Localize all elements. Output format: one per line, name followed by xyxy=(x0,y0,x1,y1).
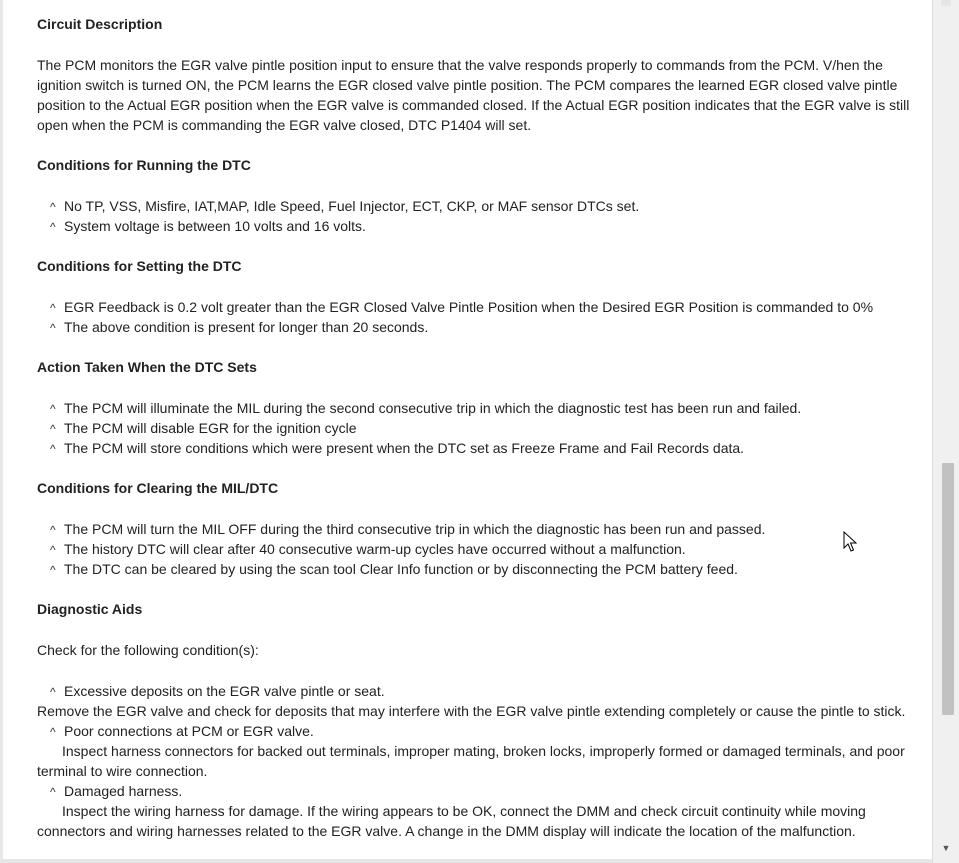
caret-bullet-icon: ^ xyxy=(50,543,56,557)
section-heading-action-taken: Action Taken When the DTC Sets xyxy=(37,359,257,375)
diagnostic-intro: Check for the following condition(s): xyxy=(37,642,259,658)
list-item: ^ The above condition is present for longer than 20 seconds. xyxy=(37,317,922,337)
window-left-border xyxy=(0,0,3,863)
document-content xyxy=(37,14,922,841)
list-item: ^ The history DTC will clear after 40 consecutive warm-up cycles have occurred without a malfunction. xyxy=(37,539,922,559)
caret-bullet-icon: ^ xyxy=(50,301,56,315)
caret-bullet-icon: ^ xyxy=(50,563,56,577)
caret-bullet-icon: ^ xyxy=(50,442,56,456)
diagnostic-item-title: ^ Damaged harness. xyxy=(37,781,922,801)
diagnostic-item-detail: Inspect harness connectors for backed out terminals, improper mating, broken locks, improperly formed or damaged terminals, and poor terminal to wire connection. xyxy=(37,743,905,779)
section-heading-running-conditions: Conditions for Running the DTC xyxy=(37,157,251,173)
list-item: ^ EGR Feedback is 0.2 volt greater than the EGR Closed Valve Pintle Position when the Desired EGR Position is commanded to 0% xyxy=(37,297,922,317)
caret-bullet-icon: ^ xyxy=(50,685,56,699)
list-item: ^ The PCM will turn the MIL OFF during the third consecutive trip in which the diagnostic has been run and passed. xyxy=(37,519,922,539)
list-item: ^ The PCM will illuminate the MIL during the second consecutive trip in which the diagnostic test has been run and failed. xyxy=(37,398,922,418)
caret-bullet-icon: ^ xyxy=(50,220,56,234)
diagnostic-item-title: ^ Poor connections at PCM or EGR valve. xyxy=(37,721,922,741)
mouse-pointer-icon xyxy=(843,531,857,553)
caret-bullet-icon: ^ xyxy=(50,321,56,335)
scrollbar-thumb[interactable] xyxy=(942,463,954,715)
list-item: ^ The PCM will store conditions which were present when the DTC set as Freeze Frame and Fail Records data. xyxy=(37,438,922,458)
list-item: ^ No TP, VSS, Misfire, IAT,MAP, Idle Speed, Fuel Injector, ECT, CKP, or MAF sensor DTCs set. xyxy=(37,196,922,216)
diagnostic-item-detail: Inspect the wiring harness for damage. If the wiring appears to be OK, connect the DMM and check circuit continuity while moving connectors and wiring harnesses related to the EGR valve. A change in the DMM display will indicate the location of the malfunction. xyxy=(37,803,866,839)
section-heading-circuit-description: Circuit Description xyxy=(37,16,163,32)
diagnostic-item-title: ^ Excessive deposits on the EGR valve pintle or seat. xyxy=(37,681,922,701)
list-item: ^ System voltage is between 10 volts and 16 volts. xyxy=(37,216,922,236)
section-heading-diagnostic-aids: Diagnostic Aids xyxy=(37,601,143,617)
caret-bullet-icon: ^ xyxy=(50,200,56,214)
section-heading-clearing-conditions: Conditions for Clearing the MIL/DTC xyxy=(37,480,279,496)
caret-bullet-icon: ^ xyxy=(50,422,56,436)
caret-bullet-icon: ^ xyxy=(50,725,56,739)
caret-bullet-icon: ^ xyxy=(50,523,56,537)
circuit-description-text: The PCM monitors the EGR valve pintle position input to ensure that the valve responds properly to commands from the PCM. V/hen the ignition switch is turned ON, the PCM learns the EGR closed valve pintle position. The PCM compares the learned EGR closed valve pintle position to the Actual EGR position when the EGR valve is commanded closed. If the Actual EGR position indicates that the EGR valve is still open when the PCM is commanding the EGR valve closed, DTC P1404 will set. xyxy=(37,57,910,133)
vertical-scrollbar[interactable] xyxy=(932,0,959,863)
caret-bullet-icon: ^ xyxy=(50,785,56,799)
list-item: ^ The PCM will disable EGR for the ignition cycle xyxy=(37,418,922,438)
section-heading-setting-conditions: Conditions for Setting the DTC xyxy=(37,258,242,274)
scrollbar-track xyxy=(941,0,951,6)
list-item: ^ The DTC can be cleared by using the scan tool Clear Info function or by disconnecting the PCM battery feed. xyxy=(37,559,922,579)
window-bottom-border xyxy=(0,859,959,863)
diagnostic-item-detail: Remove the EGR valve and check for deposits that may interfere with the EGR valve pintle extending completely or cause the pintle to stick. xyxy=(37,703,906,719)
scroll-down-arrow-icon[interactable]: ▼ xyxy=(941,843,951,853)
caret-bullet-icon: ^ xyxy=(50,402,56,416)
